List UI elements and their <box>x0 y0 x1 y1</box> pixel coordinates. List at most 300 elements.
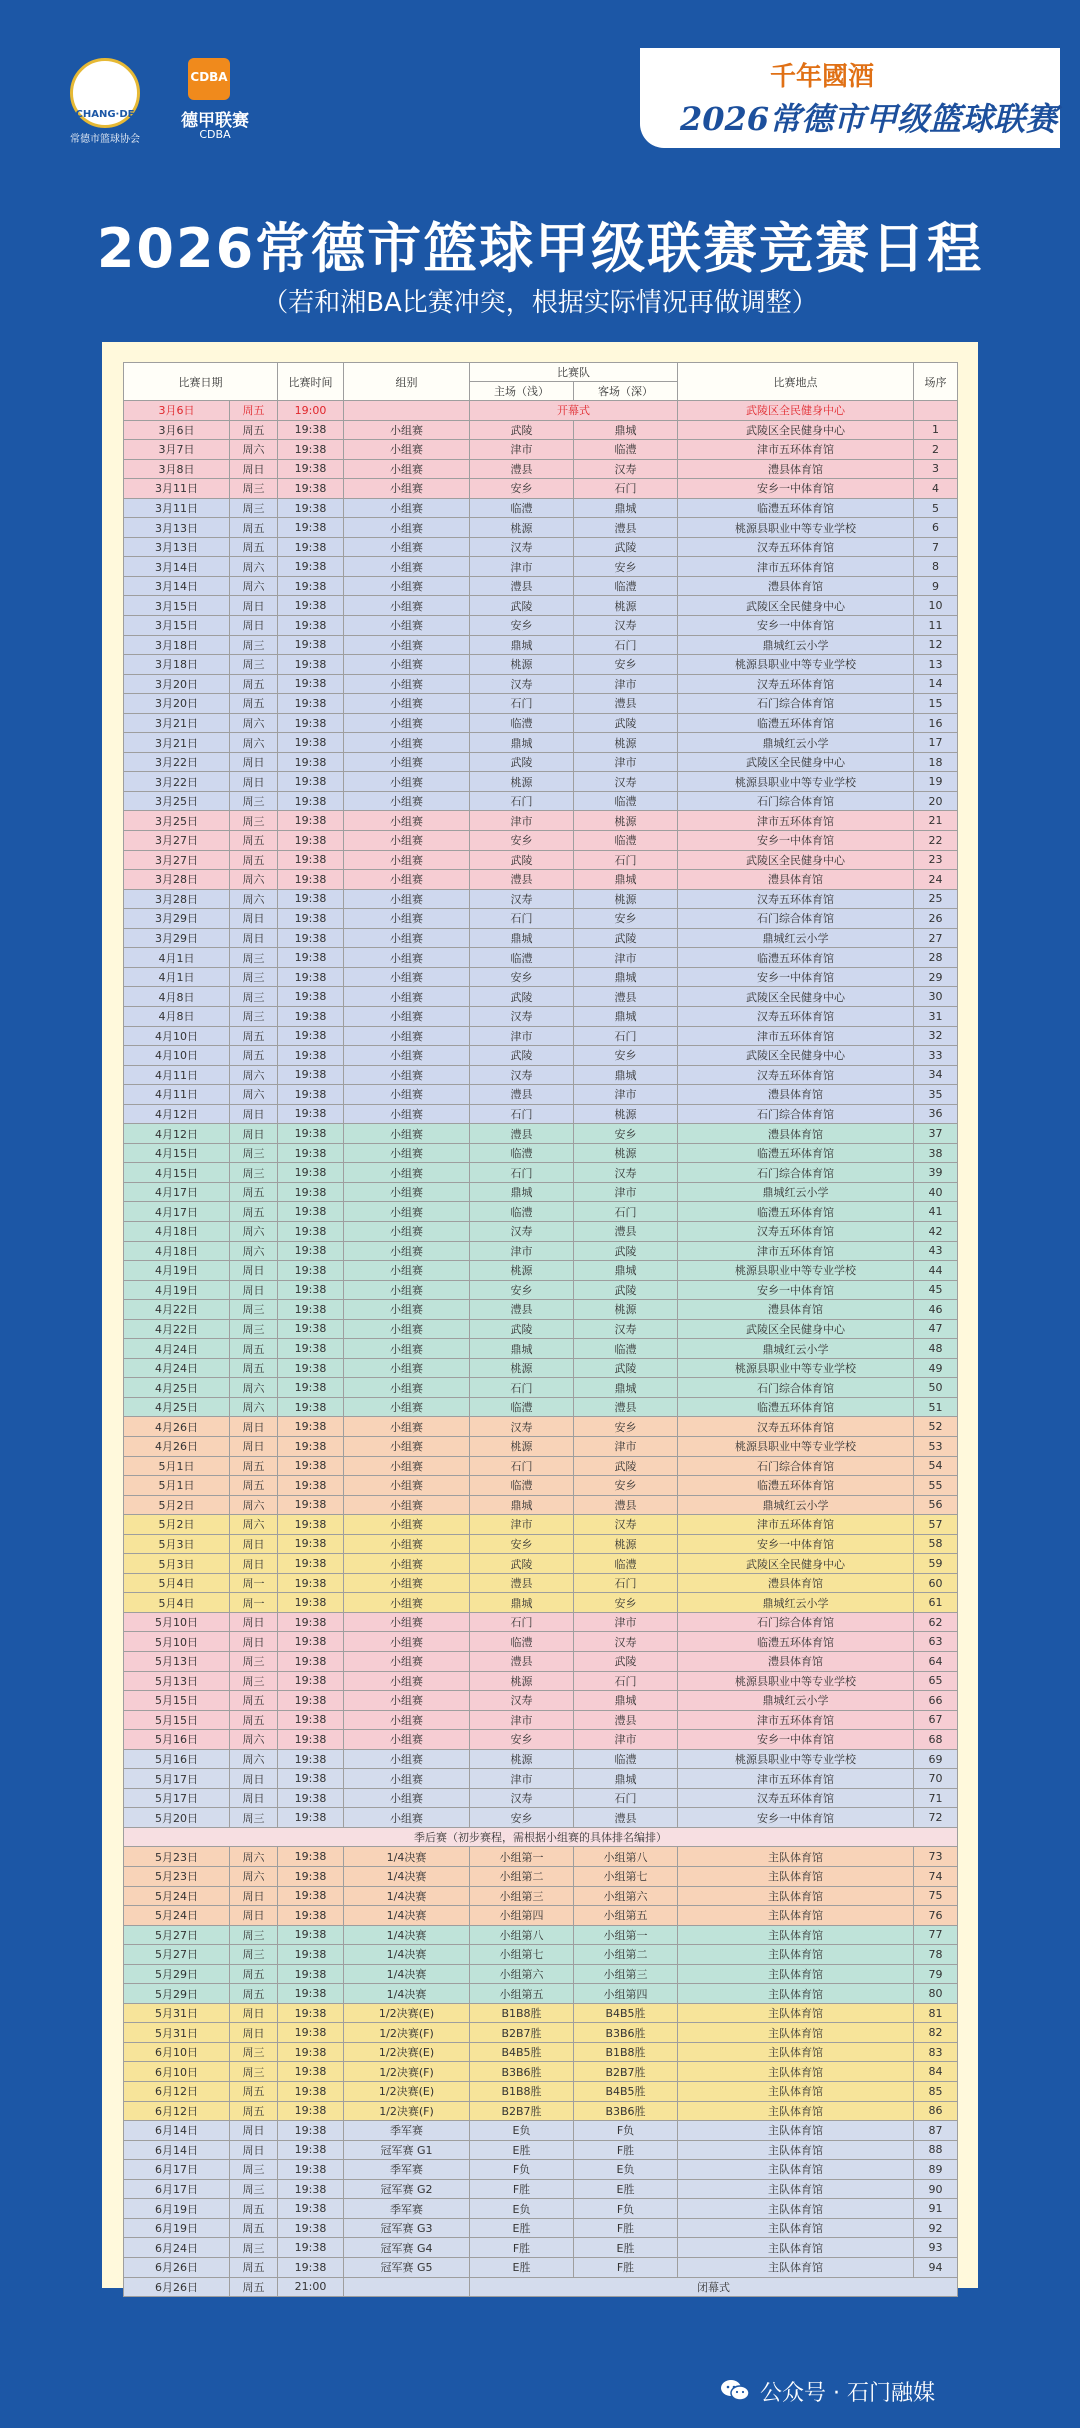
table-row <box>124 1495 958 1515</box>
cell-time: 19:38 <box>278 1515 344 1535</box>
header-away: 客场（深） <box>574 382 678 401</box>
cell-weekday: 周六 <box>230 1378 278 1398</box>
cell-venue: 临澧五环体育馆 <box>678 713 914 733</box>
cell-seq: 77 <box>914 1925 958 1945</box>
cell-weekday: 周日 <box>230 1554 278 1574</box>
cell-home: 桃源 <box>470 655 574 675</box>
cell-home: 鼎城 <box>470 1495 574 1515</box>
cell-seq: 45 <box>914 1280 958 1300</box>
cell-weekday: 周五 <box>230 1456 278 1476</box>
table-row <box>124 1515 958 1535</box>
table-row <box>124 1534 958 1554</box>
cell-date: 4月12日 <box>124 1104 230 1124</box>
cell-time: 19:38 <box>278 967 344 987</box>
cell-time: 19:38 <box>278 1104 344 1124</box>
cell-date: 3月29日 <box>124 909 230 929</box>
cell-home: 小组第七 <box>470 1945 574 1965</box>
cell-away: 鼎城 <box>574 1378 678 1398</box>
cell-date: 4月19日 <box>124 1280 230 1300</box>
table-row <box>124 596 958 616</box>
cdba-logo <box>188 58 230 100</box>
cell-seq: 26 <box>914 909 958 929</box>
cell-group: 小组赛 <box>344 1749 470 1769</box>
cell-weekday: 周五 <box>230 401 278 421</box>
cell-date: 4月12日 <box>124 1124 230 1144</box>
table-row <box>124 1906 958 1926</box>
cell-away: 汉寿 <box>574 459 678 479</box>
cell-weekday: 周日 <box>230 1436 278 1456</box>
cell-group: 1/4决赛 <box>344 1964 470 1984</box>
cell-date: 5月3日 <box>124 1534 230 1554</box>
cell-time: 19:38 <box>278 479 344 499</box>
cell-venue: 桃源县职业中等专业学校 <box>678 655 914 675</box>
cell-venue: 桃源县职业中等专业学校 <box>678 1671 914 1691</box>
cell-home: 临澧 <box>470 1143 574 1163</box>
cell-date: 3月13日 <box>124 537 230 557</box>
cell-venue: 石门综合体育馆 <box>678 1104 914 1124</box>
cell-time: 19:38 <box>278 616 344 636</box>
cell-home: 津市 <box>470 1710 574 1730</box>
cell-home: 澧县 <box>470 870 574 890</box>
cell-home: 临澧 <box>470 713 574 733</box>
cell-venue: 临澧五环体育馆 <box>678 1143 914 1163</box>
table-row <box>124 674 958 694</box>
cell-seq: 34 <box>914 1065 958 1085</box>
cell-home: 武陵 <box>470 1554 574 1574</box>
cell-home: 安乡 <box>470 831 574 851</box>
cell-date: 3月6日 <box>124 401 230 421</box>
table-row <box>124 1241 958 1261</box>
cell-seq: 94 <box>914 2257 958 2277</box>
header-date: 比赛日期 <box>124 363 278 401</box>
cell-venue: 主队体育馆 <box>678 2199 914 2219</box>
cell-weekday: 周三 <box>230 1808 278 1828</box>
table-row <box>124 948 958 968</box>
cell-date: 5月4日 <box>124 1573 230 1593</box>
cell-time: 19:38 <box>278 1319 344 1339</box>
cell-group: 小组赛 <box>344 459 470 479</box>
cell-time: 19:38 <box>278 1339 344 1359</box>
cell-weekday: 周三 <box>230 655 278 675</box>
table-row <box>124 459 958 479</box>
cell-weekday: 周六 <box>230 1085 278 1105</box>
cell-weekday: 周六 <box>230 557 278 577</box>
cell-date: 5月13日 <box>124 1652 230 1672</box>
cell-date: 5月1日 <box>124 1456 230 1476</box>
table-row <box>124 713 958 733</box>
cell-away: 石门 <box>574 1573 678 1593</box>
cell-away: 武陵 <box>574 1652 678 1672</box>
cell-date: 4月10日 <box>124 1046 230 1066</box>
table-row <box>124 850 958 870</box>
cell-time: 19:38 <box>278 1143 344 1163</box>
cell-date: 3月20日 <box>124 674 230 694</box>
cell-date: 6月26日 <box>124 2277 230 2297</box>
cell-weekday: 周五 <box>230 2101 278 2121</box>
cell-weekday: 周日 <box>230 1104 278 1124</box>
cell-group: 季军赛 <box>344 2199 470 2219</box>
cell-date: 3月28日 <box>124 889 230 909</box>
cell-venue: 澧县体育馆 <box>678 1085 914 1105</box>
cell-time: 19:38 <box>278 1202 344 1222</box>
cell-time: 19:38 <box>278 1241 344 1261</box>
table-row <box>124 655 958 675</box>
cell-away: 临澧 <box>574 1749 678 1769</box>
cell-date: 4月22日 <box>124 1300 230 1320</box>
cell-away: 石门 <box>574 1788 678 1808</box>
cell-seq: 24 <box>914 870 958 890</box>
cell-seq: 56 <box>914 1495 958 1515</box>
table-row <box>124 1652 958 1672</box>
cell-venue: 桃源县职业中等专业学校 <box>678 1358 914 1378</box>
cell-seq: 19 <box>914 772 958 792</box>
cell-home: 汉寿 <box>470 1221 574 1241</box>
cell-time: 19:38 <box>278 1710 344 1730</box>
cell-time: 19:38 <box>278 596 344 616</box>
table-row <box>124 1554 958 1574</box>
cell-weekday: 周五 <box>230 2199 278 2219</box>
cell-group <box>344 2277 470 2297</box>
table-row <box>124 576 958 596</box>
cell-away: 鼎城 <box>574 1006 678 1026</box>
cell-weekday: 周六 <box>230 733 278 753</box>
cell-seq: 81 <box>914 2003 958 2023</box>
table-row <box>124 1319 958 1339</box>
cell-group: 小组赛 <box>344 1691 470 1711</box>
cell-seq: 46 <box>914 1300 958 1320</box>
cell-away: 临澧 <box>574 1554 678 1574</box>
table-row <box>124 1300 958 1320</box>
cell-group: 小组赛 <box>344 1124 470 1144</box>
cell-home: 汉寿 <box>470 1691 574 1711</box>
cell-seq: 25 <box>914 889 958 909</box>
cell-away: E负 <box>574 2160 678 2180</box>
cell-venue: 主队体育馆 <box>678 1906 914 1926</box>
cell-away: 桃源 <box>574 1143 678 1163</box>
cell-date: 5月1日 <box>124 1476 230 1496</box>
cell-group: 冠军赛 G1 <box>344 2140 470 2160</box>
cell-group <box>344 401 470 421</box>
footer-text: 公众号 · 石门融媒 <box>760 2381 935 2406</box>
cell-date: 5月10日 <box>124 1612 230 1632</box>
cell-home: 武陵 <box>470 596 574 616</box>
cell-venue: 石门综合体育馆 <box>678 1456 914 1476</box>
cell-time: 19:38 <box>278 2160 344 2180</box>
cell-venue: 主队体育馆 <box>678 1945 914 1965</box>
cell-group: 小组赛 <box>344 1163 470 1183</box>
cell-home: 安乡 <box>470 616 574 636</box>
cell-group: 小组赛 <box>344 537 470 557</box>
cell-venue: 汉寿五环体育馆 <box>678 1417 914 1437</box>
cell-group: 1/2决赛(F) <box>344 2062 470 2082</box>
cell-seq: 7 <box>914 537 958 557</box>
cell-group: 小组赛 <box>344 674 470 694</box>
cell-venue: 安乡一中体育馆 <box>678 1808 914 1828</box>
cell-weekday: 周三 <box>230 1163 278 1183</box>
cell-date: 6月24日 <box>124 2238 230 2258</box>
table-row <box>124 1202 958 1222</box>
cell-weekday: 周日 <box>230 928 278 948</box>
table-row <box>124 1143 958 1163</box>
cell-away: 临澧 <box>574 440 678 460</box>
table-row <box>124 420 958 440</box>
cell-away: 小组第二 <box>574 1945 678 1965</box>
table-row <box>124 1221 958 1241</box>
cell-venue: 津市五环体育馆 <box>678 1710 914 1730</box>
cell-home: 汉寿 <box>470 889 574 909</box>
cell-time: 19:38 <box>278 987 344 1007</box>
cell-date: 4月11日 <box>124 1085 230 1105</box>
cell-venue: 主队体育馆 <box>678 2101 914 2121</box>
cell-home: E负 <box>470 2199 574 2219</box>
cell-venue: 主队体育馆 <box>678 2042 914 2062</box>
cell-date: 3月13日 <box>124 518 230 538</box>
cell-home: 石门 <box>470 1378 574 1398</box>
cell-time: 19:38 <box>278 1730 344 1750</box>
cell-home: 津市 <box>470 440 574 460</box>
cell-date: 5月2日 <box>124 1495 230 1515</box>
cell-home: 津市 <box>470 557 574 577</box>
cell-group: 小组赛 <box>344 1143 470 1163</box>
cell-home: B4B5胜 <box>470 2042 574 2062</box>
cell-away: 鼎城 <box>574 498 678 518</box>
cell-weekday: 周日 <box>230 2121 278 2141</box>
cell-home: 小组第六 <box>470 1964 574 1984</box>
cell-date: 4月1日 <box>124 948 230 968</box>
cell-date: 4月8日 <box>124 1006 230 1026</box>
cell-weekday: 周五 <box>230 420 278 440</box>
header-teams: 比赛队 <box>470 363 678 382</box>
cell-date: 3月6日 <box>124 420 230 440</box>
cell-group: 小组赛 <box>344 479 470 499</box>
cell-group: 小组赛 <box>344 987 470 1007</box>
cell-venue: 主队体育馆 <box>678 2257 914 2277</box>
cell-time: 19:38 <box>278 1534 344 1554</box>
cell-seq: 93 <box>914 2238 958 2258</box>
header-home: 主场（浅） <box>470 382 574 401</box>
cell-seq: 35 <box>914 1085 958 1105</box>
cell-weekday: 周三 <box>230 1143 278 1163</box>
table-row <box>124 694 958 714</box>
cell-home: 武陵 <box>470 1046 574 1066</box>
cell-away: 石门 <box>574 1026 678 1046</box>
cell-away: B2B7胜 <box>574 2062 678 2082</box>
cell-date: 4月10日 <box>124 1026 230 1046</box>
cell-away: 安乡 <box>574 1476 678 1496</box>
cell-group: 小组赛 <box>344 1026 470 1046</box>
cell-home: 武陵 <box>470 987 574 1007</box>
table-row <box>124 1397 958 1417</box>
table-row <box>124 537 958 557</box>
cell-venue: 主队体育馆 <box>678 2218 914 2238</box>
cell-weekday: 周日 <box>230 1886 278 1906</box>
cell-venue: 鼎城红云小学 <box>678 1182 914 1202</box>
cell-venue: 桃源县职业中等专业学校 <box>678 1261 914 1281</box>
cell-away: 汉寿 <box>574 772 678 792</box>
cell-seq: 12 <box>914 635 958 655</box>
cell-home: 武陵 <box>470 1319 574 1339</box>
cell-time: 19:38 <box>278 2062 344 2082</box>
cell-time: 19:38 <box>278 1026 344 1046</box>
cell-seq: 38 <box>914 1143 958 1163</box>
cell-date: 3月15日 <box>124 596 230 616</box>
cell-weekday: 周五 <box>230 1046 278 1066</box>
cell-venue: 武陵区全民健身中心 <box>678 1319 914 1339</box>
cell-away: 临澧 <box>574 1339 678 1359</box>
cell-weekday: 周三 <box>230 1006 278 1026</box>
cell-group: 1/2决赛(F) <box>344 2101 470 2121</box>
cell-seq: 4 <box>914 479 958 499</box>
cell-away: B3B6胜 <box>574 2023 678 2043</box>
cell-weekday: 周三 <box>230 498 278 518</box>
table-row <box>124 1749 958 1769</box>
cell-group: 小组赛 <box>344 1221 470 1241</box>
cell-seq: 9 <box>914 576 958 596</box>
table-row <box>124 1261 958 1281</box>
cell-seq: 17 <box>914 733 958 753</box>
cell-time: 19:38 <box>278 1652 344 1672</box>
cell-venue: 主队体育馆 <box>678 2082 914 2102</box>
cell-weekday: 周五 <box>230 2277 278 2297</box>
cell-weekday: 周五 <box>230 694 278 714</box>
cell-group: 小组赛 <box>344 850 470 870</box>
cell-weekday: 周五 <box>230 1339 278 1359</box>
cell-home: 鼎城 <box>470 1182 574 1202</box>
cell-time: 19:38 <box>278 948 344 968</box>
cell-time: 19:38 <box>278 1358 344 1378</box>
cell-away: 澧县 <box>574 987 678 1007</box>
cell-home: 汉寿 <box>470 1788 574 1808</box>
cell-venue: 主队体育馆 <box>678 1925 914 1945</box>
cell-home: 临澧 <box>470 1476 574 1496</box>
cell-time: 19:38 <box>278 1300 344 1320</box>
cell-time: 19:38 <box>278 1163 344 1183</box>
cell-weekday: 周日 <box>230 752 278 772</box>
cell-date: 3月21日 <box>124 713 230 733</box>
cell-away: 小组第八 <box>574 1847 678 1867</box>
cell-venue: 临澧五环体育馆 <box>678 498 914 518</box>
cell-time: 19:38 <box>278 1749 344 1769</box>
cell-away: F负 <box>574 2199 678 2219</box>
cell-away: 武陵 <box>574 1456 678 1476</box>
cell-venue: 临澧五环体育馆 <box>678 1397 914 1417</box>
cell-time: 19:38 <box>278 576 344 596</box>
table-row <box>124 1984 958 2004</box>
cell-date: 3月25日 <box>124 791 230 811</box>
cell-seq: 65 <box>914 1671 958 1691</box>
cell-away: 桃源 <box>574 733 678 753</box>
cell-venue: 桃源县职业中等专业学校 <box>678 1436 914 1456</box>
closing-ceremony: 闭幕式 <box>470 2277 958 2297</box>
cell-seq: 90 <box>914 2179 958 2199</box>
cell-seq: 68 <box>914 1730 958 1750</box>
cell-seq: 1 <box>914 420 958 440</box>
cell-seq: 54 <box>914 1456 958 1476</box>
cell-group: 小组赛 <box>344 518 470 538</box>
cell-seq: 82 <box>914 2023 958 2043</box>
cell-weekday: 周日 <box>230 1534 278 1554</box>
cell-date: 5月31日 <box>124 2003 230 2023</box>
cell-date: 3月18日 <box>124 635 230 655</box>
cell-group: 小组赛 <box>344 752 470 772</box>
cell-home: 汉寿 <box>470 537 574 557</box>
table-row <box>124 967 958 987</box>
cell-group: 小组赛 <box>344 1652 470 1672</box>
cell-seq: 40 <box>914 1182 958 1202</box>
cell-venue: 津市五环体育馆 <box>678 440 914 460</box>
cell-venue: 汉寿五环体育馆 <box>678 1788 914 1808</box>
cell-away: 小组第六 <box>574 1886 678 1906</box>
table-row <box>124 2121 958 2141</box>
cell-home: 桃源 <box>470 772 574 792</box>
table-row <box>124 889 958 909</box>
cell-group: 季军赛 <box>344 2121 470 2141</box>
cell-time: 19:38 <box>278 791 344 811</box>
cell-venue: 津市五环体育馆 <box>678 1241 914 1261</box>
cell-home: E负 <box>470 2121 574 2141</box>
cell-away: 澧县 <box>574 694 678 714</box>
cell-venue: 石门综合体育馆 <box>678 1378 914 1398</box>
cell-date: 4月17日 <box>124 1182 230 1202</box>
cell-weekday: 周一 <box>230 1573 278 1593</box>
table-row <box>124 870 958 890</box>
cell-home: 津市 <box>470 1769 574 1789</box>
cell-away: 津市 <box>574 674 678 694</box>
cell-home: 鼎城 <box>470 1339 574 1359</box>
header-group: 组别 <box>344 363 470 401</box>
cell-weekday: 周五 <box>230 518 278 538</box>
table-row <box>124 909 958 929</box>
cell-group: 冠军赛 G4 <box>344 2238 470 2258</box>
cell-seq: 52 <box>914 1417 958 1437</box>
table-row <box>124 1710 958 1730</box>
cell-away: 临澧 <box>574 791 678 811</box>
cell-date: 5月20日 <box>124 1808 230 1828</box>
changde-association-logo <box>70 58 140 128</box>
cell-date: 5月15日 <box>124 1691 230 1711</box>
cell-away: B1B8胜 <box>574 2042 678 2062</box>
table-row <box>124 635 958 655</box>
cell-group: 小组赛 <box>344 870 470 890</box>
cell-time: 19:38 <box>278 1261 344 1281</box>
table-row <box>124 1339 958 1359</box>
cell-time: 19:38 <box>278 557 344 577</box>
cell-weekday: 周日 <box>230 2023 278 2043</box>
table-row <box>124 2003 958 2023</box>
cell-seq: 72 <box>914 1808 958 1828</box>
cell-seq: 88 <box>914 2140 958 2160</box>
cell-date: 6月14日 <box>124 2140 230 2160</box>
cell-time: 19:38 <box>278 1085 344 1105</box>
schedule-table <box>123 362 958 2297</box>
cell-away: 汉寿 <box>574 1515 678 1535</box>
cell-weekday: 周三 <box>230 2042 278 2062</box>
cell-venue: 鼎城红云小学 <box>678 635 914 655</box>
table-row <box>124 1788 958 1808</box>
cell-home: 小组第四 <box>470 1906 574 1926</box>
table-row <box>124 2101 958 2121</box>
cell-seq: 29 <box>914 967 958 987</box>
cell-away: 澧县 <box>574 1221 678 1241</box>
cell-home: 津市 <box>470 1026 574 1046</box>
cell-home: 石门 <box>470 1456 574 1476</box>
cell-group: 小组赛 <box>344 831 470 851</box>
cell-group: 小组赛 <box>344 616 470 636</box>
cell-date: 6月14日 <box>124 2121 230 2141</box>
cell-date: 3月8日 <box>124 459 230 479</box>
cell-weekday: 周五 <box>230 674 278 694</box>
cell-venue: 主队体育馆 <box>678 2238 914 2258</box>
